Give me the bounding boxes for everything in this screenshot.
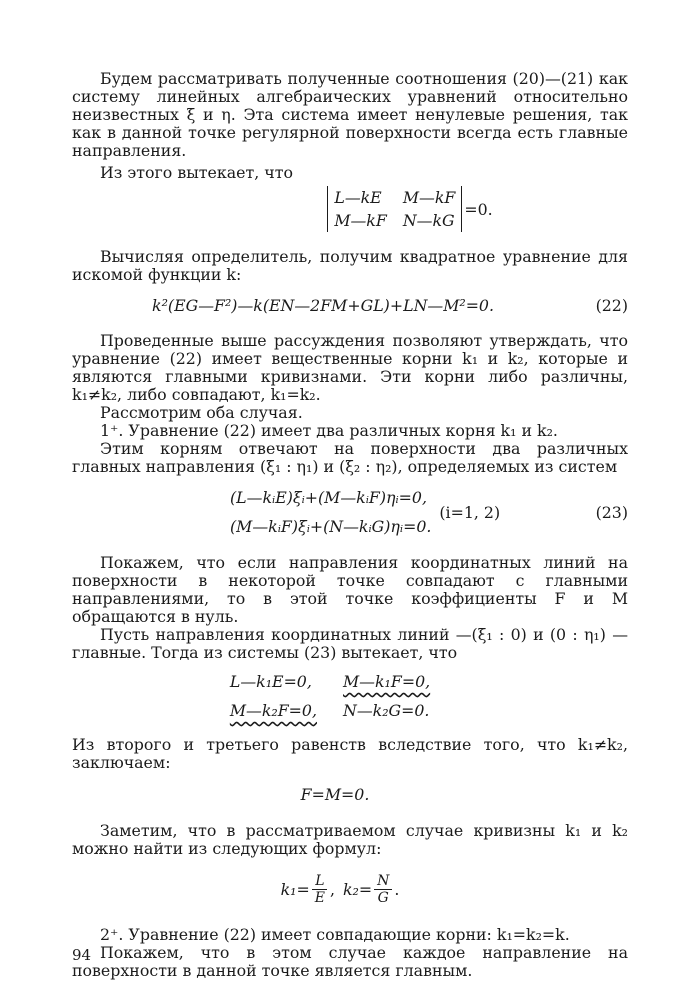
paragraph-9: Пусть направления координатных линий —(ξ₁ : 0) и (0 : η₁) — главные. Тогда из системы (23) вытекает, что (72, 625, 628, 662)
coefficient-system (32, 672, 628, 720)
k2-lhs: k₂= (342, 879, 373, 899)
equation-23-number: (23) (595, 502, 628, 522)
equation-23-condition: (i=1, 2) (439, 502, 501, 522)
k1-numerator: L (312, 873, 327, 890)
equation-23-line-1: (L—kᵢE)ξᵢ+(M—kᵢF)ηᵢ=0, (230, 488, 427, 507)
paragraph-4: Проведенные выше рассуждения позволяют утверждать, что уравнение (22) имеет вещественные корни k₁ и k₂, которые и являются главными кривизнами. Эти корни либо различны, k₁≠k₂, либо совпадают, k₁=k₂. (72, 331, 628, 404)
det-a12: M—kF (402, 188, 456, 207)
page-number: 94 (72, 946, 92, 964)
system-r1c2: M—k₁F=0, (343, 672, 431, 691)
fm-equation-body: F=M=0. (300, 784, 370, 804)
k2-end: . (394, 879, 400, 899)
paragraph-10: Из второго и третьего равенств вследствие того, что k₁≠k₂, заключаем: (72, 735, 628, 772)
paragraph-12: 2⁺. Уравнение (22) имеет совпадающие корни: k₁=k₂=k. (100, 925, 570, 944)
system-r2c2: N—k₂G=0. (343, 701, 430, 720)
fm-equation (42, 782, 628, 806)
k1-separator: , (329, 879, 335, 899)
system-r1c1: L—k₁E=0, (229, 672, 312, 691)
paragraph-5: Рассмотрим оба случая. (100, 403, 303, 422)
det-a11: L—kE (334, 188, 382, 207)
k2-denominator: G (377, 889, 389, 906)
det-a22: N—kG (402, 211, 455, 230)
paragraph-2: Из этого вытекает, что (100, 163, 293, 182)
paragraph-8: Покажем, что если направления координатных линий на поверхности в некоторой точке совпадают с главными направлениями, то в этой точке коэффициенты F и M обращаются в нуль. (72, 553, 628, 626)
k2-numerator: N (374, 873, 392, 890)
paragraph-13: Покажем, что в этом случае каждое направление на поверхности в данной точке является главным. (72, 943, 628, 980)
paragraph-6: 1⁺. Уравнение (22) имеет два различных корня k₁ и k₂. (100, 421, 558, 440)
k1-denominator: E (314, 889, 325, 906)
paragraph-11: Заметим, что в рассматриваемом случае кривизны k₁ и k₂ можно найти из следующих формул: (72, 821, 628, 858)
equation-23-line-2: (M—kᵢF)ξᵢ+(N—kᵢG)ηᵢ=0. (230, 517, 432, 536)
equation-23-system (230, 488, 431, 536)
equation-22-number: (22) (595, 295, 628, 315)
determinant-equation (192, 186, 628, 232)
equation-23 (72, 486, 628, 538)
det-rhs: =0. (464, 199, 493, 219)
equation-22 (72, 294, 628, 316)
k2-fraction (374, 873, 392, 906)
system-r2c1: M—k₂F=0, (229, 701, 317, 720)
equation-22-body: k²(EG—F²)—k(EN—2FM+GL)+LN—M²=0. (152, 295, 495, 315)
paragraph-1: Будем рассматривать полученные соотношения (20)—(21) как систему линейных алгебраических уравнений относительно неизвестных ξ и η. Эта система имеет ненулевые решения, так как в данной точке регулярной поверхности всегда есть главные направления. (72, 69, 628, 160)
k1-fraction (312, 873, 328, 906)
k1-lhs: k₁= (280, 879, 310, 899)
det-a21: M—kF (334, 211, 387, 230)
paragraph-3: Вычисляя определитель, получим квадратное уравнение для искомой функции k: (72, 247, 628, 284)
curvature-formulas (52, 868, 628, 910)
determinant-matrix (327, 186, 462, 232)
paragraph-7: Этим корням отвечают на поверхности два различных главных направления (ξ₁ : η₁) и (ξ₂ : η₂), определяемых из систем (72, 439, 628, 476)
